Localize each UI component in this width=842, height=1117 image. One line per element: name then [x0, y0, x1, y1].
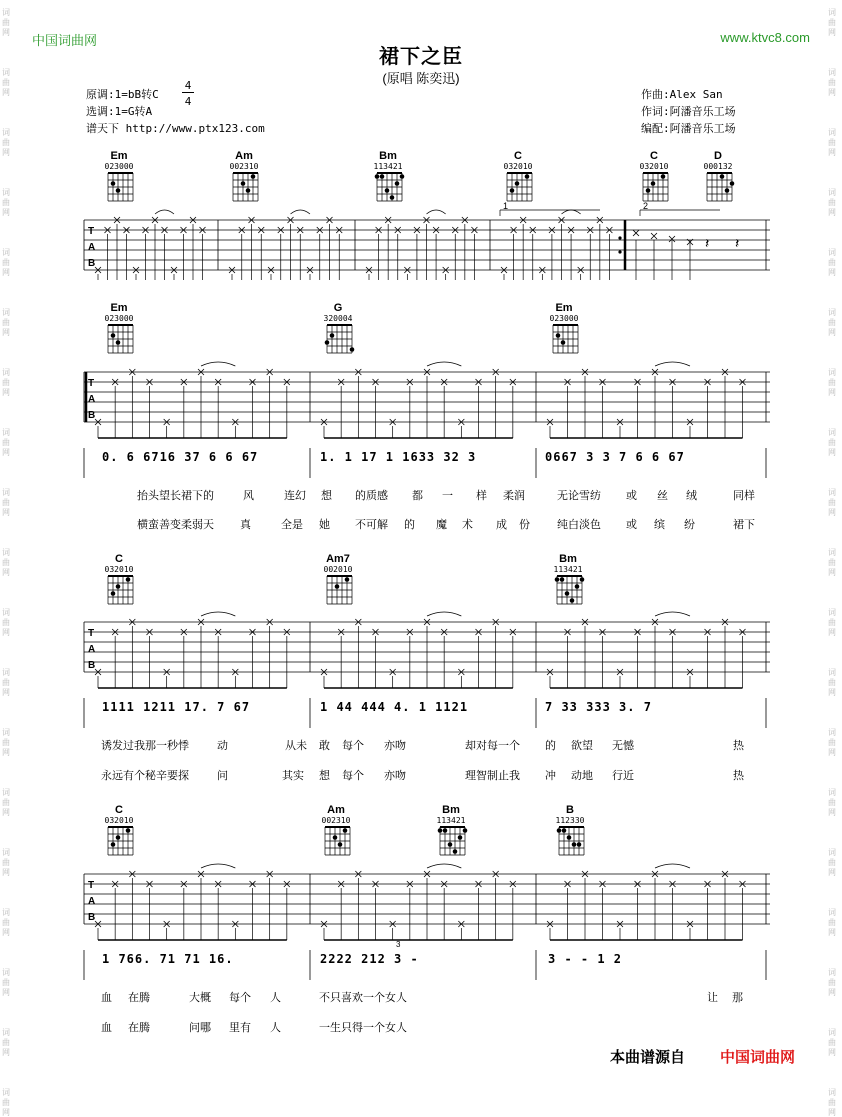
watermark-char: 词	[2, 308, 10, 317]
watermark-char: 词	[2, 248, 10, 257]
watermark-char: 曲	[2, 18, 10, 27]
chord-grid	[101, 323, 137, 357]
watermark-char: 网	[2, 448, 10, 457]
watermark-char: 词	[2, 788, 10, 797]
watermark-char: 网	[828, 208, 836, 217]
watermark-char: 网	[2, 88, 10, 97]
jianpu-measure: 1 44 444 4. 1 1121	[320, 700, 469, 714]
lyric-word: 或	[626, 519, 637, 531]
watermark-char: 网	[828, 808, 836, 817]
lyric-word: 丝	[657, 490, 668, 502]
svg-text:B: B	[88, 410, 96, 421]
watermark-char: 词	[828, 548, 836, 557]
watermark-char: 网	[828, 988, 836, 997]
watermark-char: 曲	[828, 1038, 836, 1047]
watermark-char: 词	[2, 1088, 10, 1097]
svg-text:T: T	[88, 880, 95, 891]
lyric-word: 不可解	[355, 519, 388, 531]
lyric-word: 从未	[285, 740, 307, 752]
watermark-char: 曲	[828, 738, 836, 747]
chord-name: D	[714, 150, 722, 162]
watermark-char: 曲	[828, 978, 836, 987]
chord-fingering: 032010	[639, 162, 669, 171]
composer: 作曲:Alex San	[641, 88, 723, 101]
chord-diagram	[89, 553, 149, 613]
watermark-char: 曲	[828, 78, 836, 87]
site-url-right[interactable]: www.ktvc8.com	[720, 30, 810, 45]
watermark-char: 网	[2, 268, 10, 277]
svg-text:T: T	[88, 628, 95, 639]
chord-grid	[101, 574, 137, 608]
watermark-char: 网	[828, 328, 836, 337]
watermark-char: 网	[2, 988, 10, 997]
svg-text:B: B	[88, 912, 96, 923]
svg-text:A: A	[88, 242, 96, 253]
lyric-word: 在腾	[128, 1022, 150, 1034]
lyric-word: 理智制止我	[465, 770, 520, 782]
lyric-word: 大概	[189, 992, 211, 1004]
watermark-char: 词	[828, 308, 836, 317]
watermark-char: 网	[2, 748, 10, 757]
lyric-word: 的质感	[355, 490, 388, 502]
ending-2: 2	[643, 201, 649, 211]
watermark-char: 曲	[2, 1038, 10, 1047]
lyric-word: 问	[217, 770, 228, 782]
lyric-word: 样	[476, 490, 487, 502]
jianpu-measure: 1 766. 71 71 16.	[102, 952, 234, 966]
svg-text:B: B	[88, 258, 96, 269]
jianpu-measure: 3 - - 1 2	[548, 952, 623, 966]
site-logo-left[interactable]: 中国词曲网	[32, 33, 98, 48]
svg-text:A: A	[88, 394, 96, 405]
watermark-char: 网	[2, 568, 10, 577]
chord-fingering: 002310	[229, 162, 259, 171]
lyric-word: 横蛮善变柔弱天	[137, 519, 214, 531]
arranger: 编配:阿潘音乐工场	[641, 122, 736, 135]
time-signature-line	[182, 92, 194, 93]
watermark-char: 网	[2, 28, 10, 37]
watermark-char: 词	[2, 428, 10, 437]
watermark-char: 曲	[2, 138, 10, 147]
lyric-word: 缤	[654, 519, 665, 531]
watermark-char: 网	[828, 688, 836, 697]
watermark-char: 曲	[828, 438, 836, 447]
chord-fingering: 112330	[555, 816, 585, 825]
chord-fingering: 032010	[503, 162, 533, 171]
lyric-word: 问哪	[189, 1022, 211, 1034]
watermark-char: 曲	[2, 678, 10, 687]
lyric-word: 每个	[342, 770, 364, 782]
footer-site-link[interactable]: 中国词曲网	[720, 1049, 796, 1066]
chord-fingering: 113421	[373, 162, 403, 171]
jianpu-measure: 7 33 333 3. 7	[545, 700, 652, 714]
time-signature-bottom: 4	[184, 95, 192, 108]
song-title: 裙下之臣	[379, 46, 463, 68]
key-info	[86, 86, 265, 137]
chord-diagram	[308, 553, 368, 613]
lyric-word: 里有	[229, 1022, 251, 1034]
watermark-char: 曲	[2, 378, 10, 387]
lyric-word: 全是	[281, 519, 303, 531]
watermark-char: 网	[2, 148, 10, 157]
lyric-word: 的	[545, 740, 556, 752]
watermark-char: 网	[828, 28, 836, 37]
chord-name: C	[514, 150, 522, 162]
watermark-char: 网	[2, 1108, 10, 1117]
watermark-char: 曲	[828, 618, 836, 627]
chord-name: Em	[110, 302, 128, 314]
original-key: 原调:1=bB转C	[86, 88, 159, 101]
watermark-char: 网	[2, 868, 10, 877]
lyric-word: 一	[442, 490, 453, 502]
svg-text:A: A	[88, 896, 96, 907]
lyric-word: 术	[462, 519, 473, 531]
lyric-word: 亦吻	[384, 740, 406, 752]
lyric-word: 动地	[571, 770, 593, 782]
left-watermark	[0, 0, 16, 1117]
watermark-char: 曲	[828, 378, 836, 387]
watermark-char: 词	[828, 128, 836, 137]
chord-grid	[546, 323, 582, 357]
watermark-char: 词	[2, 608, 10, 617]
watermark-char: 网	[2, 1048, 10, 1057]
lyric-word: 纯白淡色	[557, 519, 601, 531]
watermark-char: 网	[2, 208, 10, 217]
source-site: 谱天下 http://www.ptx123.com	[86, 122, 265, 135]
watermark-char: 网	[828, 748, 836, 757]
watermark-char: 词	[2, 188, 10, 197]
watermark-char: 网	[828, 148, 836, 157]
chord-diagram	[534, 302, 594, 362]
chord-name: B	[566, 804, 574, 816]
lyric-word: 热	[733, 770, 744, 782]
lyric-word: 永远有个秘辛要探	[101, 770, 189, 782]
svg-text:A: A	[88, 644, 96, 655]
watermark-char: 词	[2, 1028, 10, 1037]
watermark-char: 曲	[828, 1098, 836, 1107]
chord-grid	[320, 323, 356, 357]
lyric-word: 每个	[229, 992, 251, 1004]
watermark-char: 词	[828, 428, 836, 437]
watermark-char: 词	[2, 848, 10, 857]
watermark-char: 曲	[2, 738, 10, 747]
lyric-word: 亦吻	[384, 770, 406, 782]
lyric-word: 的	[404, 519, 415, 531]
lyric-word: 热	[733, 740, 744, 752]
watermark-char: 词	[2, 668, 10, 677]
lyric-word: 血	[101, 1022, 112, 1034]
watermark-char: 网	[828, 628, 836, 637]
watermark-char: 网	[2, 808, 10, 817]
watermark-char: 曲	[828, 558, 836, 567]
watermark-char: 词	[828, 788, 836, 797]
chord-name: Bm	[379, 150, 397, 162]
lyric-word: 连幻	[284, 490, 306, 502]
chord-fingering: 113421	[436, 816, 466, 825]
watermark-char: 曲	[828, 798, 836, 807]
watermark-char: 曲	[2, 558, 10, 567]
watermark-char: 词	[828, 8, 836, 17]
watermark-char: 词	[2, 908, 10, 917]
lyric-word: 或	[626, 490, 637, 502]
chord-name: Em	[555, 302, 573, 314]
chord-grid	[320, 574, 356, 608]
lyric-word: 想	[319, 770, 330, 782]
lyric-word: 每个	[342, 740, 364, 752]
watermark-char: 曲	[828, 918, 836, 927]
watermark-char: 曲	[828, 138, 836, 147]
lyric-word: 无憾	[612, 740, 634, 752]
watermark-char: 曲	[2, 618, 10, 627]
chord-fingering: 002010	[323, 565, 353, 574]
watermark-char: 网	[828, 1108, 836, 1117]
watermark-char: 网	[828, 88, 836, 97]
lyric-word: 诱发过我那一秒悸	[101, 740, 189, 752]
watermark-char: 词	[2, 68, 10, 77]
lyric-word: 绒	[686, 490, 697, 502]
chord-diagram	[421, 804, 481, 864]
svg-text:T: T	[88, 226, 95, 237]
watermark-char: 网	[828, 1048, 836, 1057]
lyric-word: 魔	[436, 519, 447, 531]
watermark-char: 词	[828, 668, 836, 677]
watermark-char: 曲	[2, 438, 10, 447]
lyric-word: 那	[732, 992, 743, 1004]
lyric-word: 冲	[545, 770, 556, 782]
watermark-char: 网	[828, 868, 836, 877]
watermark-char: 词	[2, 8, 10, 17]
lyric-word: 让	[707, 992, 718, 1004]
watermark-char: 曲	[828, 858, 836, 867]
lyric-word: 在腾	[128, 992, 150, 1004]
watermark-char: 曲	[828, 678, 836, 687]
lyric-word: 裙下	[733, 519, 755, 531]
footer-source-label: 本曲谱源自	[610, 1049, 686, 1066]
lyricist: 作词:阿潘音乐工场	[641, 105, 736, 118]
chord-name: Bm	[442, 804, 460, 816]
chord-name: Am7	[326, 553, 350, 565]
watermark-char: 网	[828, 268, 836, 277]
lyric-word: 纷	[684, 519, 695, 531]
chord-fingering: 113421	[553, 565, 583, 574]
watermark-char: 网	[2, 328, 10, 337]
lyric-word: 她	[319, 519, 330, 531]
watermark-char: 词	[828, 1028, 836, 1037]
watermark-char: 词	[2, 128, 10, 137]
lyric-word: 一生只得一个女人	[319, 1022, 407, 1034]
watermark-char: 曲	[828, 258, 836, 267]
watermark-char: 词	[828, 368, 836, 377]
chord-name: Am	[235, 150, 253, 162]
song-subtitle: (原唱 陈奕迅)	[382, 71, 460, 86]
chord-grid	[101, 825, 137, 859]
watermark-char: 词	[2, 728, 10, 737]
jianpu-measure: 0667 3 3 7 6 6 67	[545, 450, 685, 464]
watermark-char: 网	[828, 568, 836, 577]
lyric-word: 风	[243, 490, 254, 502]
jianpu-measure: 0. 6 6716 37 6 6 67	[102, 450, 259, 464]
chord-diagram	[89, 804, 149, 864]
lyric-word: 其实	[282, 770, 304, 782]
chord-grid	[550, 574, 586, 608]
watermark-char: 曲	[2, 858, 10, 867]
chord-diagram	[540, 804, 600, 864]
lyric-word: 却对每一个	[465, 740, 520, 752]
chord-name: Am	[327, 804, 345, 816]
chord-fingering: 023000	[104, 314, 134, 323]
watermark-char: 词	[828, 68, 836, 77]
chord-name: C	[115, 804, 123, 816]
chord-grid	[318, 825, 354, 859]
watermark-char: 网	[2, 508, 10, 517]
chord-grid	[552, 825, 588, 859]
watermark-char: 曲	[2, 1098, 10, 1107]
chord-name: Bm	[559, 553, 577, 565]
chord-grid	[433, 825, 469, 859]
svg-text:𝄽: 𝄽	[735, 236, 740, 252]
watermark-char: 词	[2, 548, 10, 557]
right-watermark	[826, 0, 842, 1117]
chord-fingering: 023000	[549, 314, 579, 323]
watermark-char: 曲	[828, 498, 836, 507]
watermark-char: 网	[828, 928, 836, 937]
triplet-mark: 3	[396, 940, 401, 949]
watermark-char: 网	[2, 928, 10, 937]
jianpu-measure: 2222 212 3 -	[320, 952, 419, 966]
watermark-char: 网	[828, 508, 836, 517]
watermark-char: 曲	[828, 318, 836, 327]
watermark-char: 词	[828, 1088, 836, 1097]
chord-diagram	[538, 553, 598, 613]
lyric-word: 份	[519, 519, 530, 531]
watermark-char: 词	[828, 188, 836, 197]
chord-fingering: 023000	[104, 162, 134, 171]
watermark-char: 网	[2, 388, 10, 397]
lyric-word: 无论雪纺	[557, 490, 601, 502]
chord-fingering: 032010	[104, 816, 134, 825]
svg-text:B: B	[88, 660, 96, 671]
lyric-word: 不只喜欢一个女人	[319, 992, 407, 1004]
chord-diagram	[306, 804, 366, 864]
watermark-char: 词	[2, 488, 10, 497]
watermark-char: 词	[828, 848, 836, 857]
lyric-word: 真	[240, 519, 251, 531]
credits	[641, 86, 736, 137]
lyric-word: 柔润	[503, 490, 525, 502]
svg-text:T: T	[88, 378, 95, 389]
chord-diagram	[89, 302, 149, 362]
selected-key: 选调:1=G转A	[86, 105, 153, 118]
watermark-char: 曲	[2, 798, 10, 807]
ending-1: 1	[503, 201, 509, 211]
lyric-word: 血	[101, 992, 112, 1004]
watermark-char: 曲	[2, 78, 10, 87]
watermark-char: 词	[828, 908, 836, 917]
watermark-char: 词	[828, 608, 836, 617]
svg-text:𝄽: 𝄽	[705, 236, 710, 252]
lyric-word: 行近	[612, 770, 634, 782]
watermark-char: 曲	[828, 198, 836, 207]
chord-diagram	[308, 302, 368, 362]
lyric-word: 抬头望长裙下的	[137, 490, 214, 502]
chord-name: C	[115, 553, 123, 565]
lyric-word: 动	[217, 740, 228, 752]
lyric-word: 成	[496, 519, 507, 531]
lyric-word: 同样	[733, 490, 755, 502]
watermark-char: 词	[828, 968, 836, 977]
watermark-char: 网	[2, 628, 10, 637]
lyric-word: 想	[321, 490, 332, 502]
time-signature-top: 4	[184, 79, 192, 92]
watermark-char: 网	[828, 388, 836, 397]
chord-name: G	[333, 302, 343, 314]
watermark-char: 词	[828, 488, 836, 497]
jianpu-measure: 1. 1 17 1 1633 32 3	[320, 450, 477, 464]
watermark-char: 词	[2, 368, 10, 377]
watermark-char: 词	[828, 728, 836, 737]
tab-staff	[80, 200, 770, 280]
watermark-char: 网	[828, 448, 836, 457]
watermark-char: 曲	[828, 18, 836, 27]
chord-fingering: 032010	[104, 565, 134, 574]
chord-fingering: 320004	[323, 314, 353, 323]
watermark-char: 曲	[2, 258, 10, 267]
watermark-char: 曲	[2, 918, 10, 927]
lyric-word: 敢	[319, 740, 330, 752]
jianpu-measure: 1111 1211 17. 7 67	[102, 700, 251, 714]
lyric-word: 人	[270, 1022, 281, 1034]
chord-fingering: 002310	[321, 816, 351, 825]
watermark-char: 曲	[2, 198, 10, 207]
watermark-char: 网	[2, 688, 10, 697]
chord-name: C	[650, 150, 658, 162]
watermark-char: 曲	[2, 498, 10, 507]
lyric-word: 欲望	[571, 740, 593, 752]
watermark-char: 词	[2, 968, 10, 977]
lyric-word: 人	[270, 992, 281, 1004]
chord-fingering: 000132	[703, 162, 733, 171]
watermark-char: 词	[828, 248, 836, 257]
watermark-char: 曲	[2, 318, 10, 327]
watermark-char: 曲	[2, 978, 10, 987]
chord-name: Em	[110, 150, 128, 162]
lyric-word: 都	[412, 490, 423, 502]
